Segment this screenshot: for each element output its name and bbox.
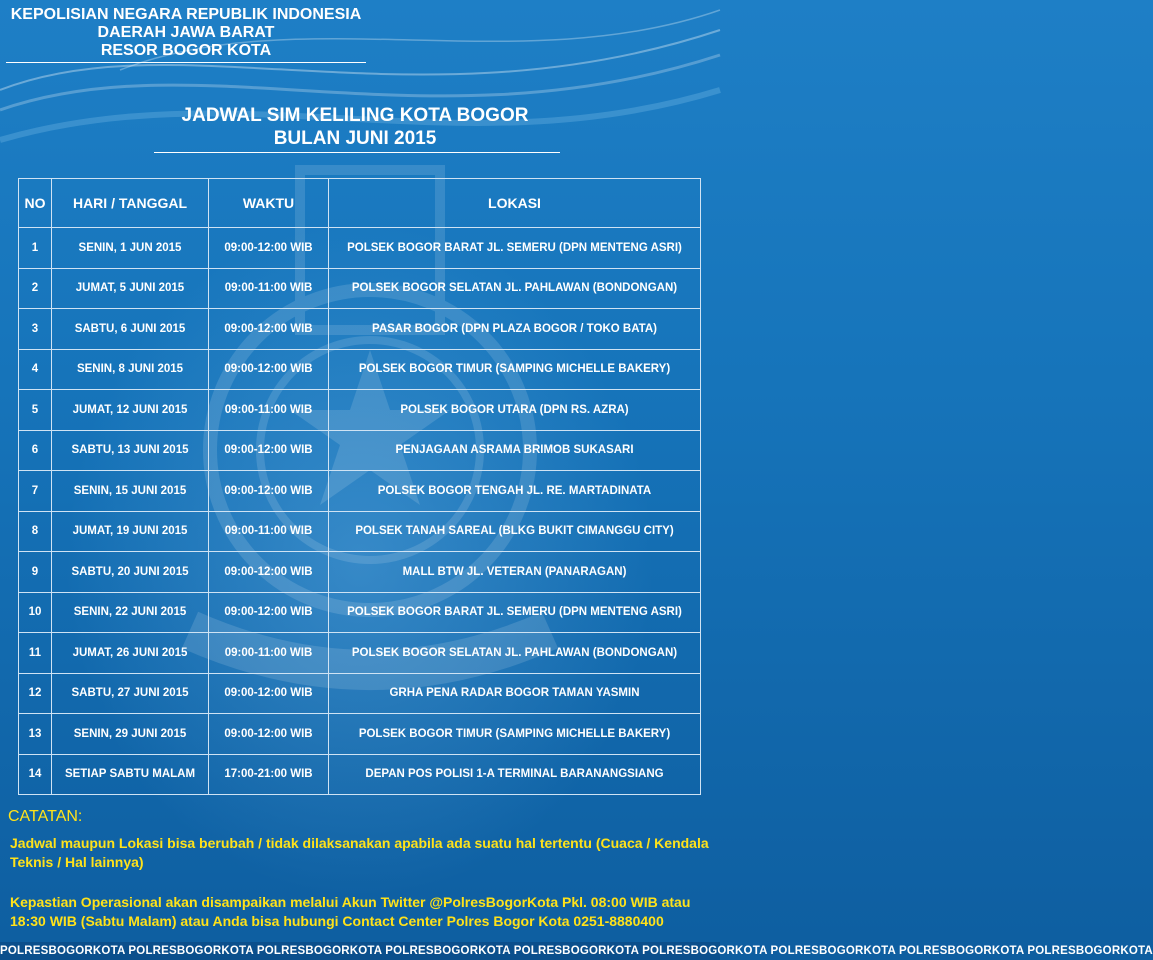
note-operational-info: Kepastian Operasional akan disampaikan melalui Akun Twitter @PolresBogorKota Pkl. 08:00 WIB atau 18:30 WIB (Sabtu Malam) atau Anda bisa hubungi Contact Center Polres Bogor Kota 0251-8880400 bbox=[10, 894, 691, 929]
institution-header bbox=[8, 6, 364, 60]
cell-time: 09:00-12:00 WIB bbox=[209, 592, 329, 633]
cell-no: 7 bbox=[19, 471, 52, 512]
col-header-location: LOKASI bbox=[329, 179, 701, 228]
cell-time: 09:00-12:00 WIB bbox=[209, 349, 329, 390]
cell-date: SABTU, 6 JUNI 2015 bbox=[52, 309, 209, 350]
cell-date: JUMAT, 5 JUNI 2015 bbox=[52, 268, 209, 309]
cell-location: PENJAGAAN ASRAMA BRIMOB SUKASARI bbox=[329, 430, 701, 471]
cell-no: 3 bbox=[19, 309, 52, 350]
cell-date: JUMAT, 26 JUNI 2015 bbox=[52, 633, 209, 674]
col-header-no: NO bbox=[19, 179, 52, 228]
cell-location: POLSEK BOGOR BARAT JL. SEMERU (DPN MENTENG ASRI) bbox=[329, 592, 701, 633]
cell-time: 17:00-21:00 WIB bbox=[209, 754, 329, 795]
cell-no: 2 bbox=[19, 268, 52, 309]
cell-location: PASAR BOGOR (DPN PLAZA BOGOR / TOKO BATA) bbox=[329, 309, 701, 350]
table-row bbox=[19, 511, 701, 552]
cell-date: SETIAP SABTU MALAM bbox=[52, 754, 209, 795]
cell-time: 09:00-11:00 WIB bbox=[209, 390, 329, 431]
cell-location: POLSEK BOGOR TIMUR (SAMPING MICHELLE BAKERY) bbox=[329, 349, 701, 390]
notes-title: CATATAN: bbox=[8, 808, 83, 825]
note-schedule-change: Jadwal maupun Lokasi bisa berubah / tidak dilaksanakan apabila ada suatu hal tertentu (Cuaca / Kendala Teknis / Hal lainnya) bbox=[10, 835, 709, 870]
table-row bbox=[19, 390, 701, 431]
cell-location: POLSEK TANAH SAREAL (BLKG BUKIT CIMANGGU CITY) bbox=[329, 511, 701, 552]
table-row bbox=[19, 714, 701, 755]
cell-no: 8 bbox=[19, 511, 52, 552]
cell-time: 09:00-12:00 WIB bbox=[209, 228, 329, 269]
cell-time: 09:00-12:00 WIB bbox=[209, 714, 329, 755]
schedule-title: JADWAL SIM KELILING KOTA BOGOR bbox=[181, 105, 529, 126]
page-title bbox=[150, 104, 560, 150]
institution-unit: RESOR BOGOR KOTA bbox=[100, 42, 272, 59]
cell-location: POLSEK BOGOR UTARA (DPN RS. AZRA) bbox=[329, 390, 701, 431]
table-row bbox=[19, 228, 701, 269]
footer-banner bbox=[0, 942, 1153, 960]
table-row bbox=[19, 754, 701, 795]
table-row bbox=[19, 673, 701, 714]
cell-no: 4 bbox=[19, 349, 52, 390]
title-divider bbox=[154, 152, 560, 153]
cell-date: SENIN, 22 JUNI 2015 bbox=[52, 592, 209, 633]
cell-location: POLSEK BOGOR TIMUR (SAMPING MICHELLE BAKERY) bbox=[329, 714, 701, 755]
cell-time: 09:00-12:00 WIB bbox=[209, 471, 329, 512]
cell-no: 5 bbox=[19, 390, 52, 431]
table-row bbox=[19, 430, 701, 471]
table-row bbox=[19, 592, 701, 633]
cell-date: SENIN, 1 JUN 2015 bbox=[52, 228, 209, 269]
cell-date: JUMAT, 19 JUNI 2015 bbox=[52, 511, 209, 552]
cell-date: JUMAT, 12 JUNI 2015 bbox=[52, 390, 209, 431]
footer-banner-text: POLRESBOGORKOTA POLRESBOGORKOTA POLRESBOGORKOTA POLRESBOGORKOTA POLRESBOGORKOTA POLRESBOGORKOTA POLRESBOGORKOTA POLRESBOGORKOTA POLRESBOGORKOTA bbox=[0, 945, 1153, 957]
schedule-table-body bbox=[19, 228, 701, 795]
cell-date: SABTU, 20 JUNI 2015 bbox=[52, 552, 209, 593]
cell-time: 09:00-11:00 WIB bbox=[209, 511, 329, 552]
table-row bbox=[19, 268, 701, 309]
cell-no: 9 bbox=[19, 552, 52, 593]
cell-date: SABTU, 13 JUNI 2015 bbox=[52, 430, 209, 471]
table-row bbox=[19, 349, 701, 390]
cell-location: POLSEK BOGOR BARAT JL. SEMERU (DPN MENTENG ASRI) bbox=[329, 228, 701, 269]
table-row bbox=[19, 309, 701, 350]
cell-time: 09:00-12:00 WIB bbox=[209, 552, 329, 593]
cell-time: 09:00-11:00 WIB bbox=[209, 633, 329, 674]
header-divider bbox=[6, 62, 366, 63]
schedule-month: BULAN JUNI 2015 bbox=[273, 128, 437, 149]
col-header-time: WAKTU bbox=[209, 179, 329, 228]
cell-no: 11 bbox=[19, 633, 52, 674]
cell-location: DEPAN POS POLISI 1-A TERMINAL BARANANGSIANG bbox=[329, 754, 701, 795]
table-row bbox=[19, 471, 701, 512]
cell-no: 6 bbox=[19, 430, 52, 471]
cell-time: 09:00-12:00 WIB bbox=[209, 673, 329, 714]
table-row bbox=[19, 552, 701, 593]
institution-name: KEPOLISIAN NEGARA REPUBLIK INDONESIA bbox=[10, 6, 362, 23]
table-row bbox=[19, 633, 701, 674]
cell-location: POLSEK BOGOR TENGAH JL. RE. MARTADINATA bbox=[329, 471, 701, 512]
cell-date: SENIN, 8 JUNI 2015 bbox=[52, 349, 209, 390]
cell-no: 12 bbox=[19, 673, 52, 714]
cell-location: MALL BTW JL. VETERAN (PANARAGAN) bbox=[329, 552, 701, 593]
cell-location: GRHA PENA RADAR BOGOR TAMAN YASMIN bbox=[329, 673, 701, 714]
col-header-date: HARI / TANGGAL bbox=[52, 179, 209, 228]
cell-no: 10 bbox=[19, 592, 52, 633]
cell-date: SENIN, 15 JUNI 2015 bbox=[52, 471, 209, 512]
cell-date: SABTU, 27 JUNI 2015 bbox=[52, 673, 209, 714]
institution-region: DAERAH JAWA BARAT bbox=[97, 24, 275, 41]
cell-no: 13 bbox=[19, 714, 52, 755]
table-header-row bbox=[19, 179, 701, 228]
cell-time: 09:00-11:00 WIB bbox=[209, 268, 329, 309]
cell-no: 1 bbox=[19, 228, 52, 269]
cell-location: POLSEK BOGOR SELATAN JL. PAHLAWAN (BONDONGAN) bbox=[329, 268, 701, 309]
cell-time: 09:00-12:00 WIB bbox=[209, 430, 329, 471]
cell-time: 09:00-12:00 WIB bbox=[209, 309, 329, 350]
cell-date: SENIN, 29 JUNI 2015 bbox=[52, 714, 209, 755]
schedule-table bbox=[18, 178, 701, 795]
cell-no: 14 bbox=[19, 754, 52, 795]
cell-location: POLSEK BOGOR SELATAN JL. PAHLAWAN (BONDONGAN) bbox=[329, 633, 701, 674]
